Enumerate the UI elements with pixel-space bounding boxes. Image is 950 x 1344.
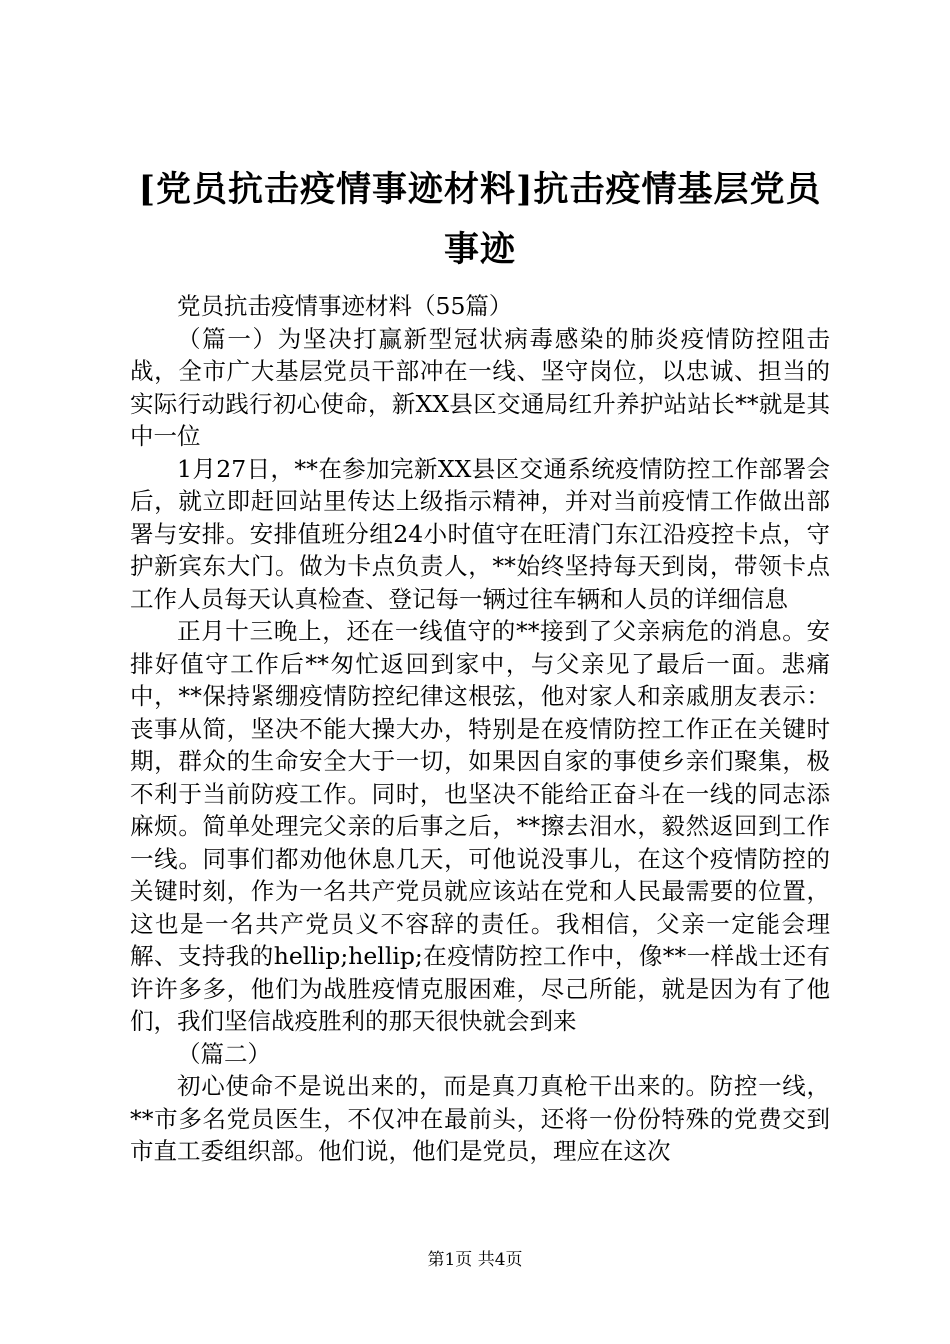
page-footer: 第1页 共4页 (427, 1250, 523, 1270)
document-body (130, 290, 830, 1168)
paragraph-3: 正月十三晚上，还在一线值守的**接到了父亲病危的消息。安排好值守工作后**匆忙返回到家中，与父亲见了最后一面。悲痛中，**保持紧绷疫情防控纪律这根弦，他对家人和亲戚朋友表示：丧事从简，坚决不能大操大办，特别是在疫情防控工作正在关键时期，群众的生命安全大于一切，如果因自家的事使乡亲们聚集，极不利于当前防疫工作。同时，也坚决不能给正奋斗在一线的同志添麻烦。简单处理完父亲的后事之后，**擦去泪水，毅然返回到工作一线。同事们都劝他休息几天，可他说没事儿，在这个疫情防控的关键时刻，作为一名共产党员就应该站在党和人民最需要的位置，这也是一名共产党员义不容辞的责任。我相信，父亲一定能会理解、支持我的hellip;hellip;在疫情防控工作中，像**一样战士还有许许多多，他们为战胜疫情克服困难，尽己所能，就是因为有了他们，我们坚信战疫胜利的那天很快就会到来 (130, 617, 830, 1035)
paragraph-4: 初心使命不是说出来的，而是真刀真枪干出来的。防控一线，**市多名党员医生，不仅冲在最前头，还将一份份特殊的党费交到市直工委组织部。他们说，他们是党员，理应在这次 (130, 1072, 830, 1165)
document-page (130, 160, 830, 1168)
paragraph-2: 1月27日，**在参加完新XX县区交通系统疫情防控工作部署会后，就立即赶回站里传达上级指示精神，并对当前疫情工作做出部署与安排。安排值班分组24小时值守在旺清门东江沿疫控卡点，守护新宾东大门。做为卡点负责人，**始终坚持每天到岗，带领卡点工作人员每天认真检查、登记每一辆过往车辆和人员的详细信息 (130, 454, 830, 613)
section-label-2: （篇二） (177, 1039, 271, 1068)
paragraph-1: （篇一）为坚决打赢新型冠状病毒感染的肺炎疫情防控阻击战，全市广大基层党员干部冲在一线、坚守岗位，以忠诚、担当的实际行动践行初心使命，新XX县区交通局红升养护站站长**就是其中一位 (130, 324, 830, 450)
paragraph-heading: 党员抗击疫情事迹材料（55篇） (177, 292, 513, 320)
document-title: [党员抗击疫情事迹材料]抗击疫情基层党员事迹 (138, 169, 822, 270)
